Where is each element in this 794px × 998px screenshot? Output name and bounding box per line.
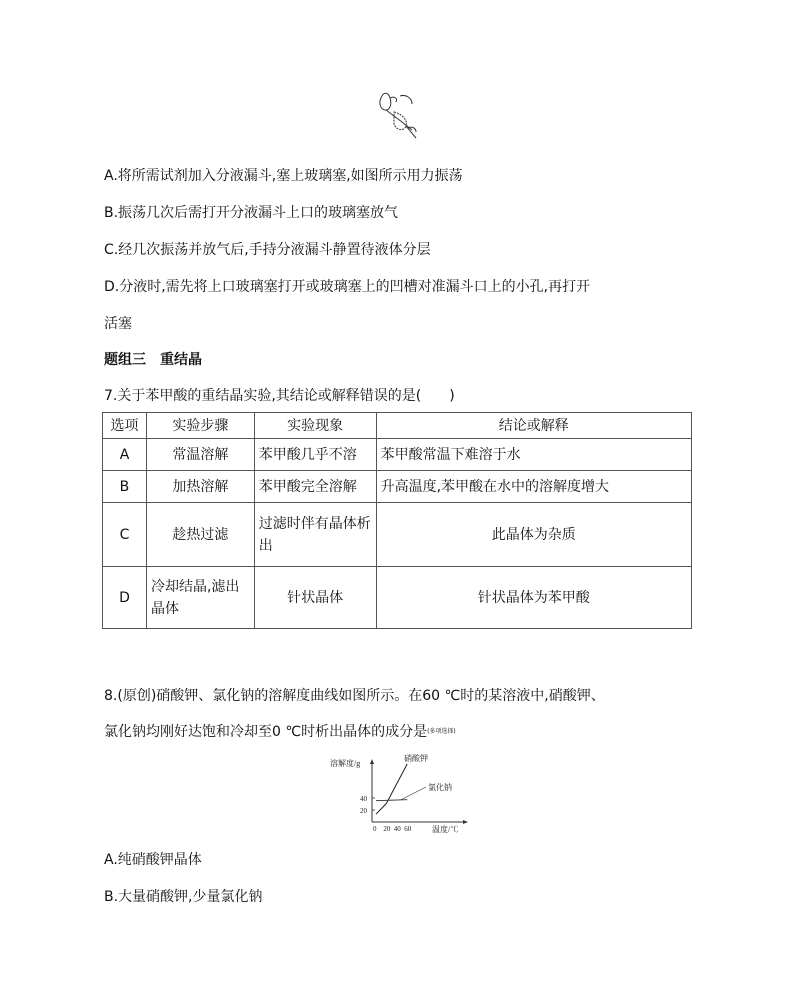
row-phenomenon: 针状晶体	[254, 567, 376, 629]
row-conclusion: 苯甲酸常温下难溶于水	[376, 439, 691, 471]
table-row	[103, 567, 692, 629]
row-option: A	[103, 439, 147, 471]
row-phenomenon: 苯甲酸完全溶解	[254, 471, 376, 503]
row-step: 趁热过滤	[146, 503, 254, 567]
table-row	[103, 503, 692, 567]
q8-stem-line1: 8.(原创)硝酸钾、氯化钠的溶解度曲线如图所示。在60 ℃时的某溶液中,硝酸钾、	[104, 688, 605, 704]
series-line-nacl	[376, 800, 407, 801]
x-tick-label: 60	[404, 825, 412, 833]
q8-option-b: B.大量硝酸钾,少量氯化钠	[104, 889, 263, 905]
header-option: 选项	[103, 413, 147, 439]
solubility-chart	[326, 752, 476, 834]
series-line-kno3	[376, 764, 407, 814]
q7-stem: 7.关于苯甲酸的重结晶实验,其结论或解释错误的是( )	[104, 388, 455, 404]
series-label-leader	[401, 787, 426, 800]
row-step: 常温溶解	[146, 439, 254, 471]
x-tick-label: 20	[383, 825, 391, 833]
row-conclusion: 升高温度,苯甲酸在水中的溶解度增大	[376, 471, 691, 503]
row-phenomenon: 过滤时伴有晶体析出	[254, 503, 376, 567]
y-axis-label: 溶解度/g	[330, 759, 361, 768]
section-heading: 题组三 重结晶	[104, 352, 202, 368]
q6-option-b: B.振荡几次后需打开分液漏斗上口的玻璃塞放气	[104, 205, 399, 221]
y-tick-label: 20	[360, 807, 367, 815]
x-axis-label: 温度/℃	[432, 825, 459, 834]
q8-stem-text: 氯化钠均刚好达饱和冷却至0 ℃时析出晶体的成分是	[104, 724, 428, 740]
q6-option-d-continued: 活塞	[104, 316, 132, 332]
series-label: 硝酸钾	[404, 754, 428, 763]
row-option: B	[103, 471, 147, 503]
x-tick-label: 40	[393, 825, 401, 833]
x-tick-label: 0	[373, 825, 377, 833]
table-row	[103, 439, 692, 471]
separatory-funnel-figure	[372, 88, 424, 144]
series-label: 氯化钠	[428, 783, 452, 792]
y-axis-arrow	[370, 759, 374, 764]
row-option: D	[103, 567, 147, 629]
header-step: 实验步骤	[146, 413, 254, 439]
header-conclusion: 结论或解释	[376, 413, 691, 439]
table-row	[103, 471, 692, 503]
q8-stem-small: (多项选择)	[427, 728, 456, 735]
table-header-row	[103, 413, 692, 439]
q8-option-a: A.纯硝酸钾晶体	[104, 852, 202, 868]
row-option: C	[103, 503, 147, 567]
row-phenomenon: 苯甲酸几乎不溶	[254, 439, 376, 471]
header-phenomenon: 实验现象	[254, 413, 376, 439]
q6-option-a: A.将所需试剂加入分液漏斗,塞上玻璃塞,如图所示用力振荡	[104, 168, 463, 184]
q7-table	[102, 412, 692, 629]
row-conclusion: 针状晶体为苯甲酸	[376, 567, 691, 629]
row-step: 加热溶解	[146, 471, 254, 503]
q6-option-d: D.分液时,需先将上口玻璃塞打开或玻璃塞上的凹槽对准漏斗口上的小孔,再打开	[104, 279, 591, 295]
q8-stem-line2	[104, 722, 456, 742]
q6-option-c: C.经几次振荡并放气后,手持分液漏斗静置待液体分层	[104, 242, 431, 258]
y-tick-label: 40	[360, 795, 367, 803]
x-axis-arrow	[463, 820, 468, 824]
row-conclusion: 此晶体为杂质	[376, 503, 691, 567]
row-step: 冷却结晶,滤出晶体	[146, 567, 254, 629]
